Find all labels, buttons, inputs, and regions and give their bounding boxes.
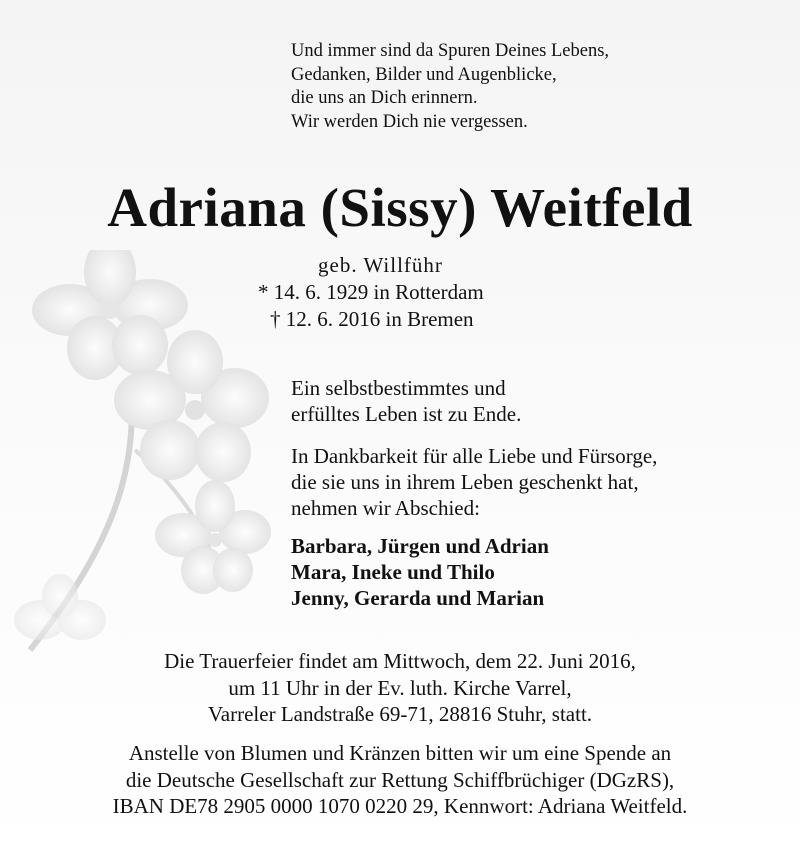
deceased-name: Adriana (Sissy) Weitfeld [107,177,693,238]
poem-line: Und immer sind da Spuren Deines Lebens, [291,41,610,61]
survivors-list [291,533,549,611]
farewell-message-1 [291,375,521,427]
poem-line: die uns an Dich erinnern. [291,88,478,108]
birth-date: * 14. 6. 1929 in Rotterdam [258,280,484,304]
message-line: Ein selbstbestimmtes und [291,376,506,400]
message-line: nehmen wir Abschied: [291,496,480,520]
farewell-message-2 [291,443,657,521]
donation-line: Anstelle von Blumen und Kränzen bitten wir um eine Spende an [128,741,672,765]
maiden-name: geb. Willführ [318,253,443,277]
message-line: In Dankbarkeit für alle Liebe und Fürsorge, [291,444,658,468]
survivor-family: Mara, Ineke und Thilo [291,560,495,584]
life-dates [258,252,484,333]
poem [291,40,609,134]
survivor-family: Barbara, Jürgen und Adrian [291,534,549,558]
funeral-info [0,648,800,728]
death-date: † 12. 6. 2016 in Bremen [270,307,474,331]
poem-line: Gedanken, Bilder und Augenblicke, [291,64,557,85]
survivor-family: Jenny, Gerarda und Marian [291,586,545,610]
donation-line: die Deutsche Gesellschaft zur Rettung Schiffbrüchiger (DGzRS), [125,767,675,792]
funeral-line: Die Trauerfeier findet am Mittwoch, dem 22. Juni 2016, [164,649,636,673]
message-line: erfülltes Leben ist zu Ende. [291,402,522,426]
funeral-line: Varreler Landstraße 69-71, 28816 Stuhr, statt. [207,702,593,726]
donation-info [0,740,800,820]
funeral-line: um 11 Uhr in der Ev. luth. Kirche Varrel, [228,675,572,700]
donation-line: IBAN DE78 2905 0000 1070 0220 29, Kennwort: Adriana Weitfeld. [112,794,688,818]
poem-line: Wir werden Dich nie vergessen. [291,111,528,132]
message-line: die sie uns in ihrem Leben geschenkt hat, [291,470,639,494]
